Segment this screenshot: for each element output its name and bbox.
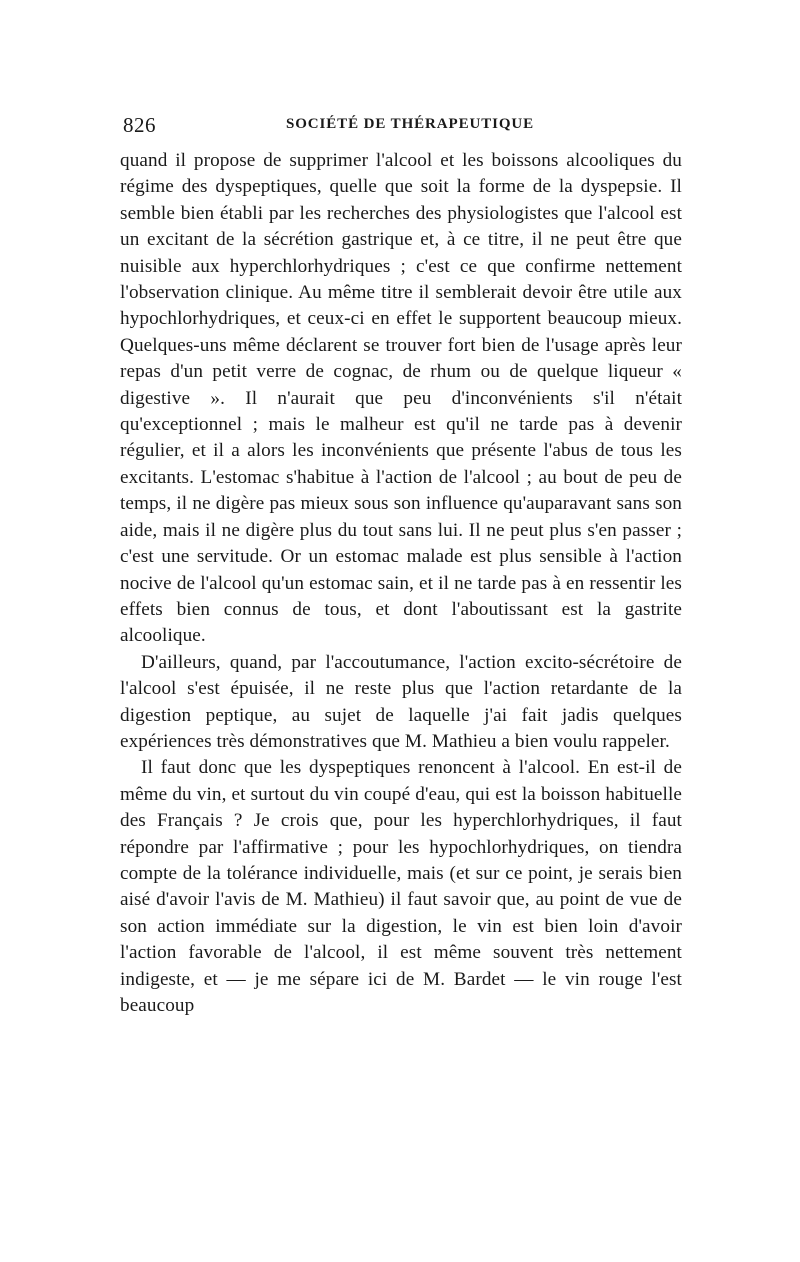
page-header <box>120 113 682 143</box>
paragraph-1: quand il propose de supprimer l'alcool et les boissons alcooliques du régime des dyspeptiques, quelle que soit la forme de la dyspepsie. Il semble bien établi par les recherches des physiologistes que l'alcool est un excitant de la sécrétion gastrique et, à ce titre, il ne peut être que nuisible aux hyperchlorhydriques ; c'est ce que confirme nettement l'observation clinique. Au même titre il semblerait devoir être utile aux hypochlorhydriques, et ceux-ci en effet le supportent beaucoup mieux. Quelques-uns même déclarent se trouver fort bien de l'usage après leur repas d'un petit verre de cognac, de rhum ou de quelque liqueur « digestive ». Il n'aurait que peu d'inconvénients s'il n'était qu'exceptionnel ; mais le malheur est qu'il ne tarde pas à devenir régulier, et il a alors les inconvénients que présente l'abus de tous les excitants. L'estomac s'habitue à l'action de l'alcool ; au bout de peu de temps, il ne digère pas mieux sous son influence qu'auparavant sans son aide, mais il ne digère plus du tout sans lui. Il ne peut plus s'en passer ; c'est une servitude. Or un estomac malade est plus sensible à l'action nocive de l'alcool qu'un estomac sain, et il ne tarde pas à en ressentir les effets bien connus de tous, et dont l'aboutissant est la gastrite alcoolique. <box>120 150 682 647</box>
paragraph-3: Il faut donc que les dyspeptiques renoncent à l'alcool. En est-il de même du vin, et surtout du vin coupé d'eau, qui est la boisson habituelle des Français ? Je crois que, pour les hyperchlorhydriques, il faut répondre par l'affirmative ; pour les hypochlorhydriques, on tiendra compte de la tolérance individuelle, mais (et sur ce point, je serais bien aisé d'avoir l'avis de M. Mathieu) il faut savoir que, au point de vue de son action immédiate sur la digestion, le vin est bien loin d'avoir l'action favorable de l'alcool, il est même souvent très nettement indigeste, et — je me sépare ici de M. Bardet — le vin rouge l'est beaucoup <box>120 757 682 1016</box>
running-title: SOCIÉTÉ DE THÉRAPEUTIQUE <box>286 116 535 132</box>
page-number: 826 <box>123 113 156 137</box>
body-text <box>120 148 682 1019</box>
page <box>120 113 682 1019</box>
paragraph-2: D'ailleurs, quand, par l'accoutumance, l'action excito-sécrétoire de l'alcool s'est épuisée, il ne reste plus que l'action retardante de la digestion peptique, au sujet de laquelle j'ai fait jadis quelques expériences très démonstratives que M. Mathieu a bien voulu rappeler. <box>120 651 682 752</box>
